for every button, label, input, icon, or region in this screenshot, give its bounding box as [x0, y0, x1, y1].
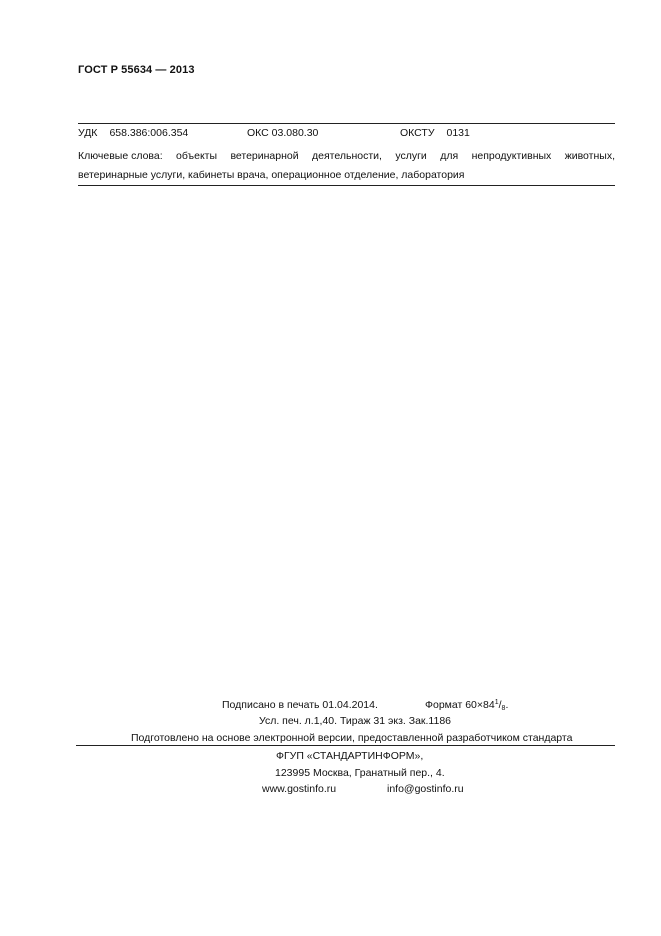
keywords-block [78, 147, 615, 185]
paper-format: Формат $60\times 84^1/_8$. [425, 699, 509, 712]
udk-label: УДК [78, 127, 98, 139]
format-denominator: 8 [501, 705, 506, 712]
udk-block [78, 127, 188, 139]
keywords-label: Ключевые слова: [78, 150, 163, 162]
oks-label: ОКС [247, 127, 269, 139]
keywords-line-2: ветеринарные услуги, кабинеты врача, операционное отделение, лаборатория [78, 169, 465, 181]
top-divider [78, 123, 615, 124]
format-tail: . [505, 699, 509, 711]
keyword: услуги [395, 150, 427, 162]
format-label: Формат 60×84 [425, 699, 495, 711]
publisher-address: 123995 Москва, Гранатный пер., 4. [275, 767, 445, 779]
publisher-email: info@gostinfo.ru [387, 783, 464, 795]
document-code-header: ГОСТ Р 55634 — 2013 [78, 64, 195, 76]
keyword: непродуктивных [471, 150, 552, 162]
print-info: Усл. печ. л.1,40. Тираж 31 экз. Зак.1186 [259, 715, 451, 727]
keywords-divider [78, 185, 615, 186]
keyword: животных, [564, 150, 615, 162]
signed-date: Подписано в печать 01.04.2014. [222, 699, 378, 711]
imprint-divider [76, 745, 615, 746]
udk-value: 658.386:006.354 [109, 127, 189, 139]
keyword: ветеринарной [230, 150, 299, 162]
prepared-note: Подготовлено на основе электронной версии, предоставленной разработчиком стандарта [131, 732, 573, 744]
publisher-name: ФГУП «СТАНДАРТИНФОРМ», [276, 750, 424, 762]
okstu-label: ОКСТУ [400, 127, 435, 139]
keyword: для [440, 150, 459, 162]
okstu-value: 0131 [446, 127, 470, 139]
oks-block [247, 127, 318, 139]
keyword: объекты [176, 150, 218, 162]
okstu-block [400, 127, 470, 139]
format-numerator: 1 [494, 699, 499, 706]
oks-value: 03.080.30 [271, 127, 319, 139]
keyword: деятельности, [312, 150, 382, 162]
publisher-website: www.gostinfo.ru [262, 783, 337, 795]
keywords-line-1 [78, 147, 615, 166]
